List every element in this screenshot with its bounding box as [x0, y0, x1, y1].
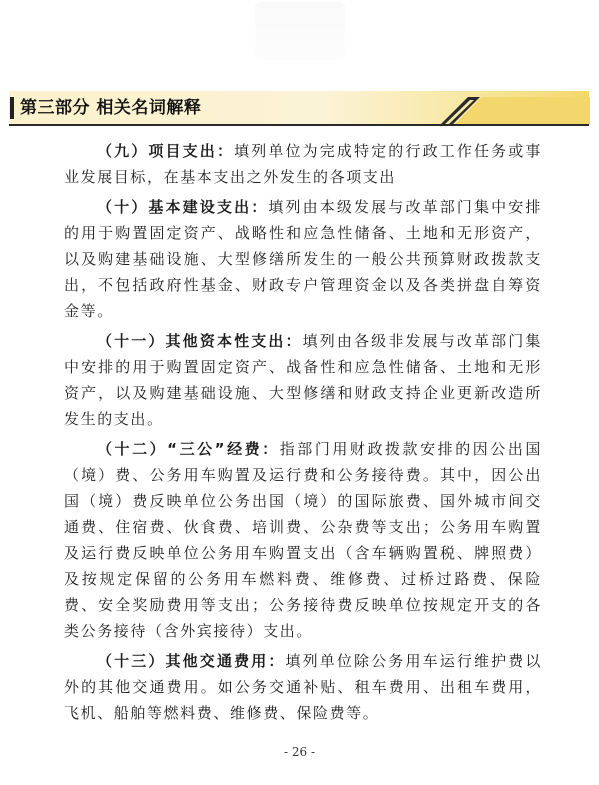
term-definition: 填列单位除公务用车运行维护费以外的其他交通费用。如公务交通补贴、租车费用、出租车费用，飞机、船舶等燃料费、维修费、保险费等。 — [64, 652, 542, 722]
paragraph-capital-construction — [64, 194, 542, 324]
term-definition: 填列由本级发展与改革部门集中安排的用于购置固定资产、战略性和应急性储备、土地和无形资产，以及购建基础设施、大型修缮所发生的一般公共预算财政拨款支出，不包括政府性基金、财政专户管理资金以及各类拼盘自筹资金等。 — [64, 198, 542, 320]
paragraph-project-expenditure — [64, 138, 542, 190]
term-label: （十一）其他资本性支出： — [97, 332, 303, 350]
faint-background-mark — [255, 2, 345, 60]
term-definition: 填列由各级非发展与改革部门集中安排的用于购置固定资产、战备性和应急性储备、土地和无形资产，以及购建基础设施、大型修缮和财政支持企业更新改造所发生的支出。 — [64, 332, 543, 428]
term-label: （十）基本建设支出： — [97, 198, 269, 216]
page-number: - 26 - — [283, 745, 315, 759]
term-label: （九）项目支出： — [97, 142, 235, 160]
section-title: 第三部分 相关名词解释 — [20, 98, 202, 118]
paragraph-three-public-funds — [64, 436, 542, 644]
term-definition: 指部门用财政拨款安排的因公出国（境）费、公务用车购置及运行费和公务接待费。其中，因公出国（境）费反映单位公务出国（境）的国际旅费、国外城市间交通费、住宿费、伙食费、培训费、公杂费等支出；公务用车购置及运行费反映单位公务用车购置支出（含车辆购置税、牌照费）及按规定保留的公务用车燃料费、维修费、过桥过路费、保险费、安全奖励费用等支出；公务接待费反映单位按规定开支的各类公务接待（含外宾接待）支出。 — [64, 440, 542, 640]
term-label: （十二）“三公”经费： — [97, 440, 280, 458]
section-header — [0, 91, 599, 125]
header-left-bar — [10, 97, 14, 119]
header-decoration — [440, 91, 590, 125]
paragraph-other-capital — [64, 328, 542, 432]
header-rule — [9, 124, 589, 126]
term-definition: 填列单位为完成特定的行政工作任务或事业发展目标，在基本支出之外发生的各项支出 — [64, 142, 542, 186]
paragraph-other-transport — [64, 648, 542, 726]
term-label: （十三）其他交通费用： — [97, 652, 286, 670]
document-body — [64, 138, 542, 730]
